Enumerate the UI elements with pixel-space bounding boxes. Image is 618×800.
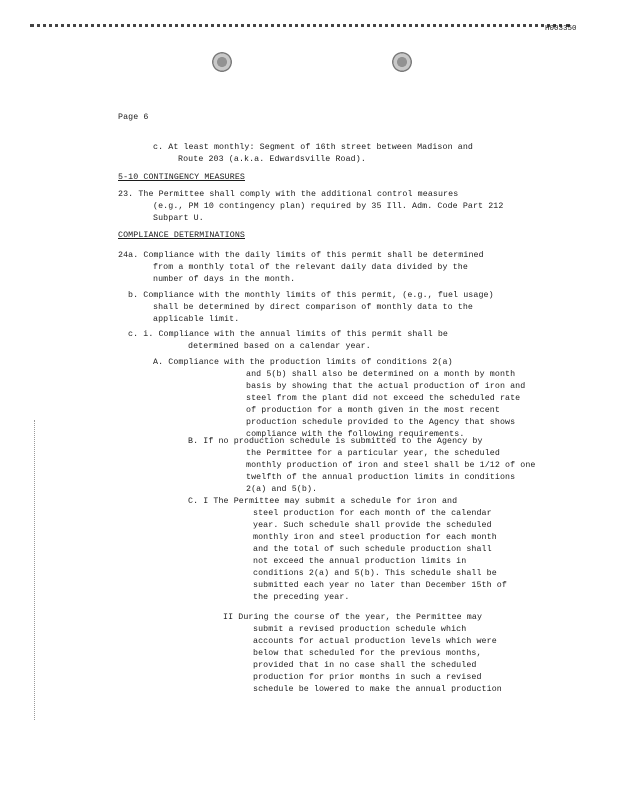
text-line: the preceding year. [253,593,350,602]
bates-number: H003350 [545,25,577,33]
text-line: compliance with the following requirements. [246,430,465,439]
header-rule [30,24,570,30]
text-line: monthly production of iron and steel shall be 1/12 of one [246,461,536,470]
text-line: 24a. Compliance with the daily limits of this permit shall be determined [118,251,484,260]
text-line: production for prior months in such a revised [253,673,482,682]
text-line: basis by showing that the actual production of iron and [246,382,526,391]
section-heading: COMPLIANCE DETERMINATIONS [118,231,245,240]
text-line: Subpart U. [153,214,204,223]
page-label: Page 6 [118,113,149,122]
text-line: of production for a month given in the most recent [246,406,500,415]
text-line: determined based on a calendar year. [188,342,371,351]
text-line: from a monthly total of the relevant daily data divided by the [153,263,468,272]
text-line: number of days in the month. [153,275,296,284]
text-line: A. Compliance with the production limits of conditions 2(a) [153,358,453,367]
text-line: Route 203 (a.k.a. Edwardsville Road). [178,155,366,164]
text-line: c. i. Compliance with the annual limits of this permit shall be [128,330,448,339]
text-line: B. If no production schedule is submitted to the Agency by [188,437,483,446]
text-line: applicable limit. [153,315,240,324]
text-line: submit a revised production schedule which [253,625,467,634]
text-line: monthly iron and steel production for each month [253,533,497,542]
text-line: 2(a) and 5(b). [246,485,318,494]
text-line: the Permittee for a particular year, the scheduled [246,449,500,458]
text-line: and the total of such schedule production shall [253,545,492,554]
text-line: provided that in no case shall the scheduled [253,661,477,670]
text-line: and 5(b) shall also be determined on a month by month [246,370,516,379]
text-line: steel production for each month of the calendar [253,509,492,518]
seal-stamp-right [392,52,412,72]
text-line: c. At least monthly: Segment of 16th street between Madison and [153,143,473,152]
text-line: (e.g., PM 10 contingency plan) required by 35 Ill. Adm. Code Part 212 [153,202,504,211]
text-line: not exceed the annual production limits in [253,557,467,566]
text-line: C. I The Permittee may submit a schedule for iron and [188,497,458,506]
margin-scan-marks [34,420,37,720]
text-line: shall be determined by direct comparison of monthly data to the [153,303,473,312]
section-heading: 5-10 CONTINGENCY MEASURES [118,173,245,182]
text-line: production schedule provided to the Agency that shows [246,418,516,427]
seal-stamp-left [212,52,232,72]
text-line: below that scheduled for the previous months, [253,649,482,658]
text-line: steel from the plant did not exceed the scheduled rate [246,394,521,403]
text-line: b. Compliance with the monthly limits of this permit, (e.g., fuel usage) [128,291,494,300]
text-line: schedule be lowered to make the annual production [253,685,502,694]
text-line: accounts for actual production levels which were [253,637,497,646]
text-line: 23. The Permittee shall comply with the additional control measures [118,190,459,199]
text-line: conditions 2(a) and 5(b). This schedule shall be [253,569,497,578]
text-line: year. Such schedule shall provide the scheduled [253,521,492,530]
text-line: twelfth of the annual production limits in conditions [246,473,516,482]
text-line: II During the course of the year, the Permittee may [223,613,483,622]
text-line: submitted each year no later than December 15th of [253,581,507,590]
